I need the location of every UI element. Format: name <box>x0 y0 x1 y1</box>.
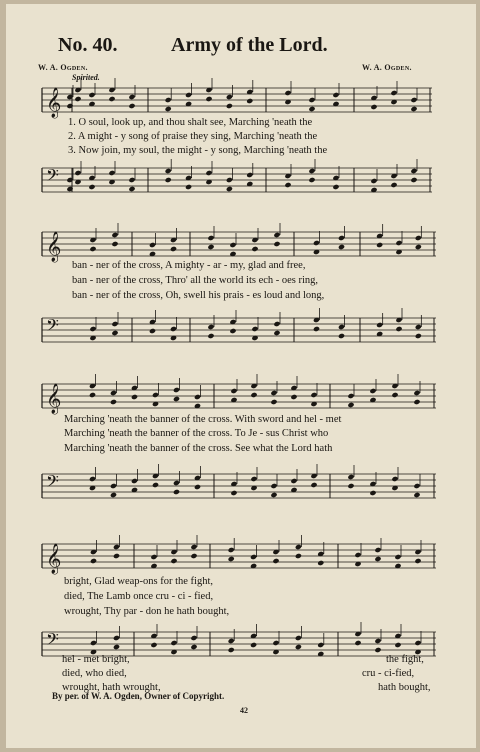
note-head <box>338 244 345 250</box>
note-head <box>128 177 135 183</box>
note-head <box>370 178 377 184</box>
note-head <box>415 333 422 339</box>
note-head <box>295 544 302 550</box>
verse-2-line-3: Marching 'neath the banner of the cross. To Je - sus Christ who <box>64 428 329 439</box>
note-head <box>194 394 201 400</box>
note-head <box>250 476 257 482</box>
note-head <box>270 492 277 498</box>
note-head <box>152 392 159 398</box>
note-head <box>251 246 258 252</box>
note-head <box>89 246 96 252</box>
note-head <box>376 322 383 328</box>
bass-clef-icon: 𝄢 <box>46 315 59 339</box>
note-head <box>308 177 315 183</box>
note-head <box>313 240 320 246</box>
note-head <box>273 232 280 238</box>
note-head <box>394 554 401 560</box>
note-head <box>415 324 422 330</box>
note-head <box>374 547 381 553</box>
note-head <box>74 96 81 102</box>
note-head <box>369 388 376 394</box>
note-head <box>272 558 279 564</box>
note-head <box>270 390 277 396</box>
note-head <box>390 182 397 188</box>
note-head <box>295 553 302 559</box>
bass-clef-icon: 𝄢 <box>46 629 59 653</box>
note-head <box>395 240 402 246</box>
note-head <box>128 103 135 109</box>
note-head <box>290 394 297 400</box>
note-head <box>395 326 402 332</box>
note-head <box>207 324 214 330</box>
note-head <box>310 482 317 488</box>
note-head <box>190 635 197 641</box>
note-head <box>410 106 417 112</box>
note-head <box>88 184 95 190</box>
note-head <box>88 92 95 98</box>
note-head <box>273 241 280 247</box>
note-head <box>354 552 361 558</box>
note-head <box>131 394 138 400</box>
note-head <box>229 328 236 334</box>
music-credit: W. A. Ogden. <box>362 63 412 72</box>
note-head <box>152 482 159 488</box>
bass-text-1-left: hel - met bright, <box>62 654 130 665</box>
bass-text-1-right: the fight, <box>386 654 424 665</box>
note-head <box>229 242 236 248</box>
note-head <box>111 232 118 238</box>
verse-3-line-1: 3. Now join, my soul, the might - y song, Marching 'neath the <box>68 145 328 156</box>
bass-staff-2 <box>42 314 436 350</box>
note-head <box>415 244 422 250</box>
note-head <box>113 553 120 559</box>
bass-text-2-right: cru - ci-fied, <box>362 668 415 679</box>
note-head <box>207 333 214 339</box>
bass-staff-3 <box>42 470 436 506</box>
note-head <box>317 642 324 648</box>
note-head <box>194 484 201 490</box>
tempo-marking: Spirited. <box>72 73 100 82</box>
note-head <box>295 644 302 650</box>
note-head <box>246 98 253 104</box>
note-head <box>338 333 345 339</box>
note-head <box>347 483 354 489</box>
note-head <box>413 492 420 498</box>
note-head <box>414 640 421 646</box>
note-head <box>111 241 118 247</box>
note-head <box>284 182 291 188</box>
note-head <box>207 235 214 241</box>
note-head <box>250 642 257 648</box>
note-head <box>414 558 421 564</box>
copyright-notice: By per. of W. A. Ogden, Owner of Copyright. <box>52 691 225 701</box>
note-head <box>338 324 345 330</box>
note-head <box>190 544 197 550</box>
bass-clef-icon: 𝄢 <box>46 471 59 495</box>
note-head <box>374 638 381 644</box>
verse-1-line-3: Marching 'neath the banner of the cross. With sword and hel - met <box>64 414 342 425</box>
verse-1-line-1: 1. O soul, look up, and thou shalt see, Marching 'neath the <box>68 117 313 128</box>
note-head <box>66 186 73 192</box>
note-head <box>228 638 235 644</box>
note-head <box>111 330 118 336</box>
note-head <box>150 554 157 560</box>
note-head <box>317 560 324 566</box>
note-head <box>165 106 172 112</box>
note-head <box>308 168 315 174</box>
note-head <box>376 242 383 248</box>
note-head <box>246 172 253 178</box>
note-head <box>207 244 214 250</box>
note-head <box>251 326 258 332</box>
note-head <box>173 480 180 486</box>
note-head <box>66 103 73 109</box>
note-head <box>110 492 117 498</box>
treble-clef-icon: 𝄞 <box>46 232 62 262</box>
note-head <box>415 235 422 241</box>
note-head <box>226 186 233 192</box>
note-head <box>149 328 156 334</box>
note-head <box>190 553 197 559</box>
note-head <box>394 642 401 648</box>
verse-2-line-1: 2. A might - y song of praise they sing, Marching 'neath the <box>68 131 318 142</box>
note-head <box>332 184 339 190</box>
note-head <box>410 177 417 183</box>
note-head <box>170 558 177 564</box>
note-head <box>165 97 172 103</box>
note-head <box>108 96 115 102</box>
note-head <box>113 635 120 641</box>
note-head <box>374 647 381 653</box>
words-credit: W. A. Ogden. <box>38 63 88 72</box>
note-head <box>66 177 73 183</box>
note-head <box>173 396 180 402</box>
note-head <box>110 390 117 396</box>
note-head <box>308 97 315 103</box>
hymn-title: Army of the Lord. <box>171 34 328 56</box>
note-head <box>226 94 233 100</box>
note-head <box>391 476 398 482</box>
note-head <box>354 640 361 646</box>
note-head <box>308 106 315 112</box>
treble-staff-1 <box>42 84 432 120</box>
note-head <box>413 390 420 396</box>
note-head <box>390 90 397 96</box>
treble-staff-3 <box>42 380 436 416</box>
note-head <box>110 483 117 489</box>
note-head <box>410 97 417 103</box>
treble-clef-icon: 𝄞 <box>46 88 62 118</box>
note-head <box>190 644 197 650</box>
note-head <box>89 392 96 398</box>
treble-clef-icon: 𝄞 <box>46 544 62 574</box>
hymn-page <box>6 4 476 748</box>
note-head <box>113 644 120 650</box>
note-head <box>111 321 118 327</box>
bass-text-2-left: died, who died, <box>62 668 127 679</box>
note-head <box>66 94 73 100</box>
verse-3-line-2: ban - ner of the cross, Oh, swell his prais - es loud and long, <box>72 290 325 301</box>
note-head <box>332 92 339 98</box>
bass-clef-icon: 𝄢 <box>46 165 59 189</box>
note-head <box>347 393 354 399</box>
treble-staff-4 <box>42 540 436 576</box>
note-head <box>338 235 345 241</box>
note-head <box>149 242 156 248</box>
treble-staff-2 <box>42 228 436 264</box>
verse-1-line-4: bright, Glad weap-ons for the fight, <box>64 576 214 587</box>
note-head <box>290 478 297 484</box>
note-head <box>150 642 157 648</box>
note-head <box>284 90 291 96</box>
note-head <box>89 476 96 482</box>
note-head <box>413 483 420 489</box>
note-head <box>74 170 81 176</box>
note-head <box>170 246 177 252</box>
note-head <box>228 547 235 553</box>
note-head <box>173 387 180 393</box>
note-head <box>270 483 277 489</box>
page-number: 42 <box>240 706 248 715</box>
note-head <box>250 392 257 398</box>
note-head <box>370 104 377 110</box>
note-head <box>374 556 381 562</box>
note-head <box>347 474 354 480</box>
note-head <box>205 170 212 176</box>
note-head <box>228 647 235 653</box>
note-head <box>310 392 317 398</box>
note-head <box>226 177 233 183</box>
note-head <box>391 392 398 398</box>
note-head <box>369 490 376 496</box>
note-head <box>185 184 192 190</box>
bass-staff-1 <box>42 164 432 200</box>
note-head <box>295 635 302 641</box>
note-head <box>128 186 135 192</box>
note-head <box>228 556 235 562</box>
note-head <box>108 170 115 176</box>
verse-2-line-2: ban - ner of the cross, Thro' all the world its ech - oes ring, <box>72 275 319 286</box>
note-head <box>185 92 192 98</box>
treble-clef-icon: 𝄞 <box>46 384 62 414</box>
note-head <box>270 399 277 405</box>
note-head <box>90 558 97 564</box>
note-head <box>347 402 354 408</box>
note-head <box>226 103 233 109</box>
note-head <box>89 326 96 332</box>
hymn-number: No. 40. <box>58 34 118 56</box>
note-head <box>90 640 97 646</box>
note-head <box>410 168 417 174</box>
verse-3-line-3: Marching 'neath the banner of the cross. See what the Lord hath <box>64 443 333 454</box>
note-head <box>273 330 280 336</box>
note-head <box>413 399 420 405</box>
bass-text-3-left: wrought, hath wrought, <box>62 682 161 693</box>
note-head <box>170 326 177 332</box>
note-head <box>272 640 279 646</box>
note-head <box>205 96 212 102</box>
note-head <box>128 94 135 100</box>
bass-text-3-right: hath bought, <box>378 682 431 693</box>
verse-2-line-4: died, The Lamb once cru - ci - fied, <box>64 591 214 602</box>
note-head <box>230 490 237 496</box>
note-head <box>165 177 172 183</box>
note-head <box>110 399 117 405</box>
note-head <box>170 640 177 646</box>
verse-3-line-4: wrought, Thy par - don he hath bought, <box>64 606 230 617</box>
note-head <box>165 168 172 174</box>
note-head <box>131 478 138 484</box>
note-head <box>113 544 120 550</box>
verse-1-line-2: ban - ner of the cross, A mighty - ar - my, glad and free, <box>72 260 306 271</box>
note-head <box>230 388 237 394</box>
note-head <box>250 554 257 560</box>
note-head <box>173 489 180 495</box>
note-head <box>313 326 320 332</box>
note-head <box>273 321 280 327</box>
